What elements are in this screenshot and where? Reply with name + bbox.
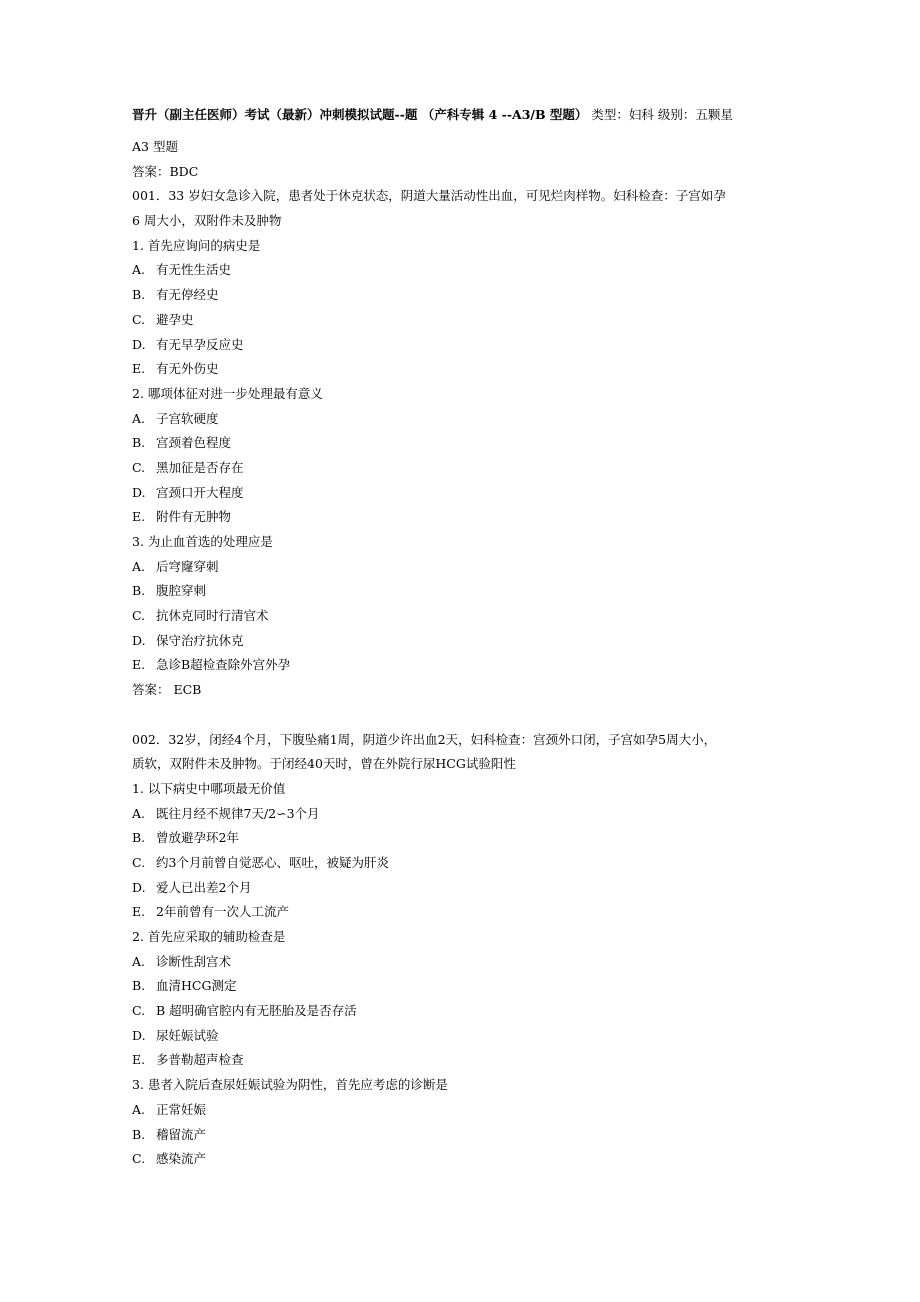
option-letter: D. bbox=[132, 336, 146, 352]
option-text: 抗休克同时行清官术 bbox=[156, 608, 269, 624]
option-text: 血清HCG测定 bbox=[156, 978, 237, 994]
case1-q3-option-d bbox=[132, 629, 772, 654]
case1-q2-option-c bbox=[132, 456, 772, 481]
case2-q3-option-c bbox=[132, 1147, 772, 1172]
case1-q3-option-b bbox=[132, 579, 772, 604]
case1-q3: 3. 为止血首选的处理应是 bbox=[132, 534, 273, 549]
case2-q1-option-c bbox=[132, 851, 772, 876]
case1-q2-option-a bbox=[132, 407, 772, 432]
option-text: 约3个月前曾自觉恶心、呕吐，被疑为肝炎 bbox=[156, 854, 389, 870]
option-letter: C. bbox=[132, 311, 146, 327]
option-letter: A. bbox=[132, 558, 146, 574]
option-letter: B. bbox=[132, 583, 146, 599]
option-letter: A. bbox=[132, 953, 146, 969]
option-letter: D. bbox=[132, 632, 146, 648]
option-text: 既往月经不规律7天/2∽3个月 bbox=[156, 805, 320, 821]
case2-q1-option-b bbox=[132, 826, 772, 851]
option-letter: A. bbox=[132, 262, 146, 278]
option-letter: C. bbox=[132, 459, 146, 475]
option-letter: C. bbox=[132, 854, 146, 870]
case2-stem-line1: 002．32岁，闭经4个月，下腹坠痛1周，阴道少许出血2天，妇科检查：宫颈外口闭，子宫如孕5周大小， bbox=[132, 731, 717, 747]
case2-q2-option-b bbox=[132, 974, 772, 999]
option-letter: C. bbox=[132, 1151, 146, 1167]
case2-q1-option-d bbox=[132, 876, 772, 901]
case1-q3-option-a bbox=[132, 555, 772, 580]
option-letter: D. bbox=[132, 879, 146, 895]
option-text: 尿妊娠试验 bbox=[156, 1027, 219, 1043]
case2-q2-option-a bbox=[132, 950, 772, 975]
option-text: 有无早孕反应史 bbox=[156, 336, 244, 352]
option-letter: E. bbox=[132, 657, 146, 673]
option-letter: B. bbox=[132, 287, 146, 303]
option-text: 稽留流产 bbox=[156, 1126, 207, 1142]
option-letter: B. bbox=[132, 830, 146, 846]
option-letter: A. bbox=[132, 805, 146, 821]
option-text: 避孕史 bbox=[156, 311, 194, 327]
case1-q2-option-d bbox=[132, 481, 772, 506]
option-letter: D. bbox=[132, 1027, 146, 1043]
case1-q1-option-b bbox=[132, 283, 772, 308]
document-body bbox=[132, 135, 772, 1172]
case1-q3-option-e bbox=[132, 653, 772, 678]
option-text: 附件有无肿物 bbox=[156, 509, 232, 525]
option-text: 有无停经史 bbox=[156, 287, 219, 303]
case2-q1: 1. 以下病史中哪项最无价值 bbox=[132, 780, 286, 796]
option-text: 子宫软硬度 bbox=[156, 410, 219, 426]
case1-q1-option-c bbox=[132, 308, 772, 333]
case2-q2-option-d bbox=[132, 1024, 772, 1049]
option-text: 宫颈口开大程度 bbox=[156, 484, 244, 500]
option-letter: E. bbox=[132, 361, 146, 377]
option-text: 腹腔穿刺 bbox=[156, 583, 207, 599]
paragraph-gap bbox=[132, 703, 772, 728]
option-text: 正常妊娠 bbox=[156, 1101, 207, 1117]
option-letter: B. bbox=[132, 435, 146, 451]
case1-stem-line1: 001．33 岁妇女急诊入院，患者处于休克状态，阴道大量活动性出血，可见烂肉样物。妇科检查：子宫如孕 bbox=[132, 188, 726, 204]
option-letter: B. bbox=[132, 1126, 146, 1142]
option-letter: A. bbox=[132, 1101, 146, 1117]
case1-q3-option-c bbox=[132, 604, 772, 629]
option-text: 保守治疗抗休克 bbox=[156, 632, 244, 648]
case1-q2-option-b bbox=[132, 431, 772, 456]
case2-q2-option-c bbox=[132, 999, 772, 1024]
option-text: 有无外伤史 bbox=[156, 361, 219, 377]
option-letter: C. bbox=[132, 1003, 146, 1019]
section-heading: A3 型题 bbox=[132, 139, 178, 154]
option-text: 急诊B超检查除外宫外孕 bbox=[156, 657, 291, 673]
case2-q3-option-a bbox=[132, 1098, 772, 1123]
option-text: 曾放避孕环2年 bbox=[156, 830, 239, 846]
option-text: 2年前曾有一次人工流产 bbox=[156, 904, 289, 920]
option-text: B 超明确官腔内有无胚胎及是否存活 bbox=[156, 1003, 357, 1019]
option-text: 感染流产 bbox=[156, 1151, 207, 1167]
top-answer: 答案：BDC bbox=[132, 163, 199, 179]
document-title bbox=[132, 105, 792, 125]
option-text: 爱人已出差2个月 bbox=[156, 879, 252, 895]
option-text: 诊断性刮宫术 bbox=[156, 953, 232, 969]
option-letter: E. bbox=[132, 1052, 146, 1068]
title-meta: 类型：妇科 级别：五颗星 bbox=[591, 107, 733, 122]
case2-q2-option-e bbox=[132, 1048, 772, 1073]
case1-q1: 1. 首先应询问的病史是 bbox=[132, 237, 261, 253]
case1-stem-line2: 6 周大小，双附件未及肿物 bbox=[132, 213, 282, 229]
option-letter: E. bbox=[132, 509, 146, 525]
option-text: 宫颈着色程度 bbox=[156, 435, 232, 451]
option-text: 多普勒超声检查 bbox=[156, 1052, 244, 1068]
option-letter: C. bbox=[132, 608, 146, 624]
case2-stem-line2: 质软，双附件未及肿物。于闭经40天时，曾在外院行尿HCG试验阳性 bbox=[132, 756, 516, 772]
case2-q3: 3. 患者入院后查尿妊娠试验为阴性，首先应考虑的诊断是 bbox=[132, 1077, 448, 1093]
case2-q2: 2. 首先应采取的辅助检查是 bbox=[132, 929, 286, 944]
option-text: 后穹窿穿刺 bbox=[156, 558, 219, 574]
case1-q1-option-a bbox=[132, 258, 772, 283]
case2-q1-option-a bbox=[132, 802, 772, 827]
case2-q1-option-e bbox=[132, 900, 772, 925]
option-letter: A. bbox=[132, 410, 146, 426]
option-text: 黑加征是否存在 bbox=[156, 459, 244, 475]
option-letter: D. bbox=[132, 484, 146, 500]
case1-q1-option-d bbox=[132, 333, 772, 358]
case2-q3-option-b bbox=[132, 1123, 772, 1148]
option-letter: E. bbox=[132, 904, 146, 920]
case1-answer: 答案： ECB bbox=[132, 682, 202, 698]
title-main: 晋升（副主任医师）考试（最新）冲刺模拟试题--题 （产科专辑 4 --A3/B 型题） bbox=[132, 107, 588, 122]
case1-q2-option-e bbox=[132, 505, 772, 530]
option-letter: B. bbox=[132, 978, 146, 994]
option-text: 有无性生活史 bbox=[156, 262, 232, 278]
case1-q1-option-e bbox=[132, 357, 772, 382]
case1-q2: 2. 哪项体征对进一步处理最有意义 bbox=[132, 385, 323, 401]
